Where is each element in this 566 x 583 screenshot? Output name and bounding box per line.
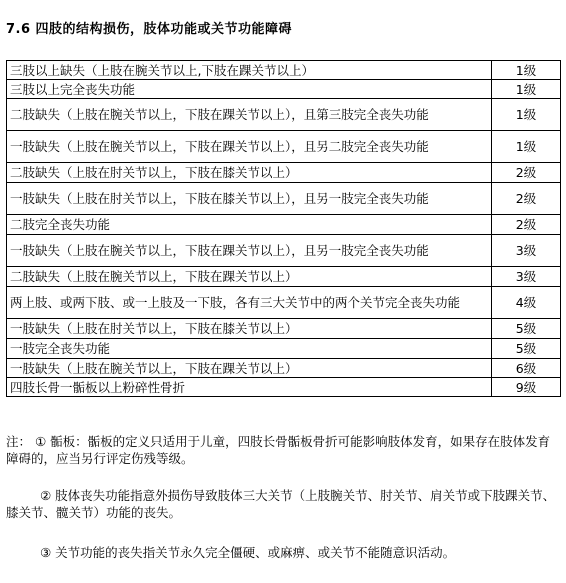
condition-cell: 三肢以上缺失（上肢在腕关节以上,下肢在踝关节以上） (7, 61, 492, 80)
grade-cell: 1级 (492, 99, 561, 131)
table-row (7, 267, 561, 287)
grade-cell: 2级 (492, 163, 561, 183)
page-title: 7.6 四肢的结构损伤，肢体功能或关节功能障碍 (6, 22, 293, 37)
grade-cell: 2级 (492, 215, 561, 235)
table-row (7, 319, 561, 339)
grade-cell: 3级 (492, 235, 561, 267)
condition-cell: 一肢缺失（上肢在腕关节以上，下肢在踝关节以上） (7, 359, 492, 378)
table-row (7, 235, 561, 267)
condition-cell: 二肢缺失（上肢在腕关节以上，下肢在踝关节以上） (7, 267, 492, 287)
grade-cell: 9级 (492, 378, 561, 397)
table-row (7, 215, 561, 235)
note-2: ② 肢体丧失功能指意外损伤导致肢体三大关节（上肢腕关节、肘关节、肩关节或下肢踝关节、膝关节、髋关节）功能的丧失。 (6, 488, 556, 520)
condition-cell: 二肢完全丧失功能 (7, 215, 492, 235)
condition-cell: 二肢缺失（上肢在腕关节以上，下肢在踝关节以上），且第三肢完全丧失功能 (7, 99, 492, 131)
condition-cell: 三肢以上完全丧失功能 (7, 80, 492, 99)
condition-cell: 一肢缺失（上肢在腕关节以上，下肢在踝关节以上），且另一肢完全丧失功能 (7, 235, 492, 267)
grade-cell: 1级 (492, 61, 561, 80)
table-row (7, 99, 561, 131)
grade-cell: 1级 (492, 80, 561, 99)
table-row (7, 163, 561, 183)
condition-cell: 二肢缺失（上肢在肘关节以上，下肢在膝关节以上） (7, 163, 492, 183)
grade-cell: 6级 (492, 359, 561, 378)
condition-cell: 四肢长骨一骺板以上粉碎性骨折 (7, 378, 492, 397)
disability-grade-table (6, 60, 561, 397)
condition-cell: 两上肢、或两下肢、或一上肢及一下肢，各有三大关节中的两个关节完全丧失功能 (7, 287, 492, 319)
grade-cell: 3级 (492, 267, 561, 287)
condition-cell: 一肢缺失（上肢在肘关节以上，下肢在膝关节以上） (7, 319, 492, 339)
table-row (7, 131, 561, 163)
grade-cell: 5级 (492, 319, 561, 339)
condition-cell: 一肢缺失（上肢在肘关节以上，下肢在膝关节以上），且另一肢完全丧失功能 (7, 183, 492, 215)
table-row (7, 183, 561, 215)
table-row (7, 378, 561, 397)
table-row (7, 61, 561, 80)
table-row (7, 359, 561, 378)
note-3: ③ 关节功能的丧失指关节永久完全僵硬、或麻痹、或关节不能随意识活动。 (40, 545, 456, 560)
table-body (7, 61, 561, 397)
table-row (7, 287, 561, 319)
notes-section (6, 433, 558, 561)
grade-cell: 1级 (492, 131, 561, 163)
condition-cell: 一肢完全丧失功能 (7, 339, 492, 359)
grade-cell: 5级 (492, 339, 561, 359)
table-row (7, 339, 561, 359)
table-row (7, 80, 561, 99)
condition-cell: 一肢缺失（上肢在腕关节以上，下肢在踝关节以上），且另二肢完全丧失功能 (7, 131, 492, 163)
grade-cell: 2级 (492, 183, 561, 215)
grade-cell: 4级 (492, 287, 561, 319)
note-1: 注： ① 骺板：骺板的定义只适用于儿童，四肢长骨骺板骨折可能影响肢体发育，如果存在肢体发育障碍的，应当另行评定伤残等级。 (6, 434, 551, 466)
